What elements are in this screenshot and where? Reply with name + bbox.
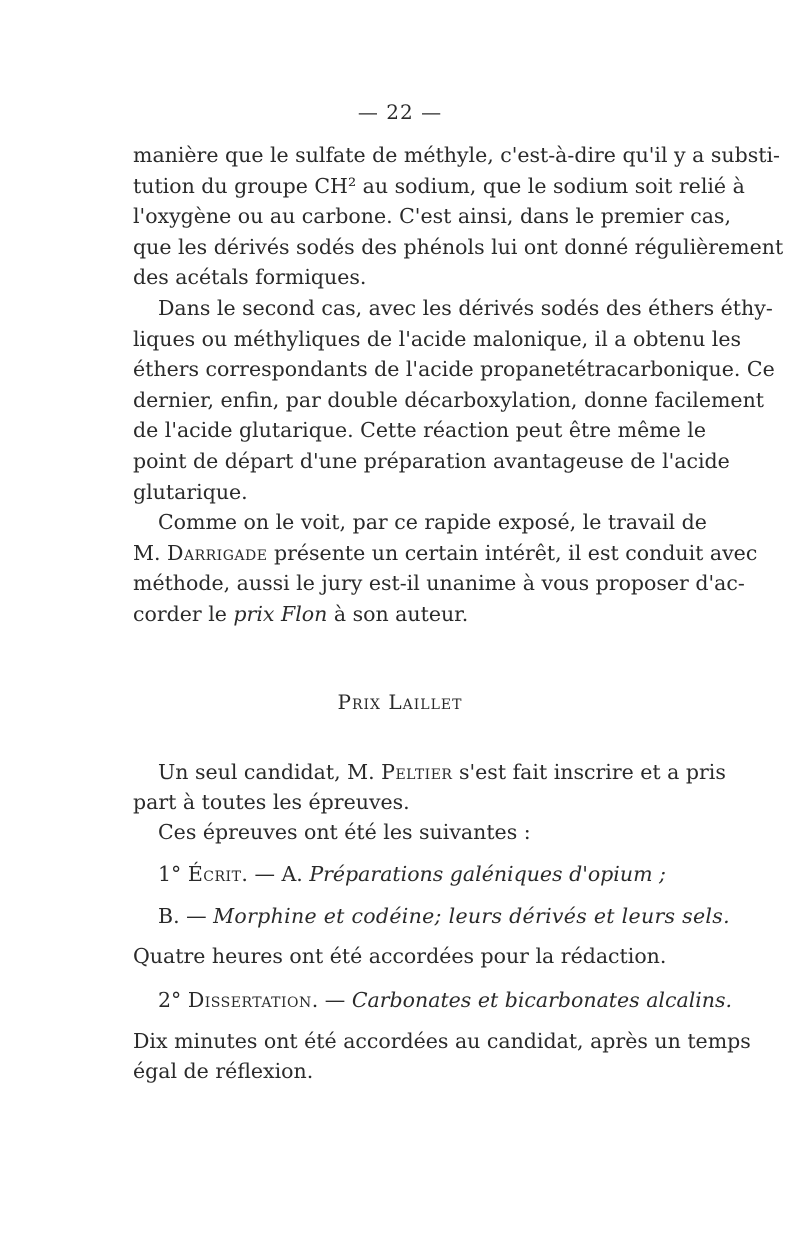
text-line: liques ou méthyliques de l'acide malonique, il a obtenu les <box>133 326 742 351</box>
item-topic: Carbonates et bicarbonates alcalins. <box>351 988 733 1012</box>
text-line: de l'acide glutarique. Cette réaction peut être même le <box>133 418 706 443</box>
prize-name: prix Flon <box>233 601 328 626</box>
item-label: Écrit <box>187 862 242 886</box>
text-fragment: . — <box>311 988 346 1012</box>
text-line: méthode, aussi le jury est-il unanime à vous proposer d'ac- <box>133 571 745 596</box>
text-line: Dix minutes ont été accordées au candidat, après un temps <box>133 1029 751 1053</box>
text-fragment: . — A. <box>241 862 303 886</box>
paragraph-1 <box>133 140 784 293</box>
body-section-1 <box>133 140 784 630</box>
exam-item-2 <box>133 988 732 1012</box>
text-line <box>133 538 758 569</box>
text-line: Dans le second cas, avec les dérivés sodés des éthers éthy- <box>158 295 773 320</box>
text-line: Comme on le voit, par ce rapide exposé, le travail de <box>158 510 707 535</box>
item-topic: Préparations galéniques d'opium ; <box>309 862 666 886</box>
text-line: tution du groupe CH² au sodium, que le sodium soit relié à <box>133 173 745 198</box>
page-number: — 22 — <box>357 100 443 124</box>
text-line <box>133 760 726 784</box>
text-line: des acétals formiques. <box>133 265 367 290</box>
paragraph-2 <box>133 293 775 507</box>
text-line: que les dérivés sodés des phénols lui ont donné régulièrement <box>133 234 784 259</box>
text-fragment: s'est fait inscrire et a pris <box>459 760 726 784</box>
text-line: Ces épreuves ont été les suivantes : <box>158 820 531 844</box>
paragraph-3 <box>133 507 758 629</box>
text-line: Quatre heures ont été accordées pour la rédaction. <box>133 944 667 968</box>
text-line: manière que le sulfate de méthyle, c'est-à-dire qu'il y a substi- <box>133 143 780 167</box>
text-line: égal de réflexion. <box>133 1059 314 1083</box>
text-fragment: corder le <box>133 601 227 626</box>
person-name: Darrigade <box>167 540 268 565</box>
text-line: éthers correspondants de l'acide propanetétracarbonique. Ce <box>133 357 775 382</box>
item-topic: Morphine et codéine; leurs dérivés et leurs sels. <box>213 904 730 928</box>
section-heading: Prix Laillet <box>337 690 463 714</box>
text-fragment: M. <box>133 540 161 565</box>
text-fragment: B. — <box>158 904 207 928</box>
item-number: 2° <box>158 988 182 1012</box>
text-fragment: présente un certain intérêt, il est conduit avec <box>273 540 758 565</box>
text-line: l'oxygène ou au carbone. C'est ainsi, dans le premier cas, <box>133 204 731 229</box>
text-fragment: Un seul candidat, M. <box>158 760 375 784</box>
exam-item-1b <box>133 904 730 928</box>
item-number: 1° <box>158 862 182 886</box>
text-line: glutarique. <box>133 479 248 504</box>
text-line: dernier, enfin, par double décarboxylation, donne facilement <box>133 387 765 412</box>
text-line: point de départ d'une préparation avantageuse de l'acide <box>133 448 730 473</box>
item-label: Dissertation <box>187 988 312 1012</box>
text-line: part à toutes les épreuves. <box>133 790 410 814</box>
text-line <box>133 599 679 630</box>
text-fragment: à son auteur. <box>333 601 469 626</box>
exam-item-1 <box>133 862 666 886</box>
person-name: Peltier <box>381 760 453 784</box>
